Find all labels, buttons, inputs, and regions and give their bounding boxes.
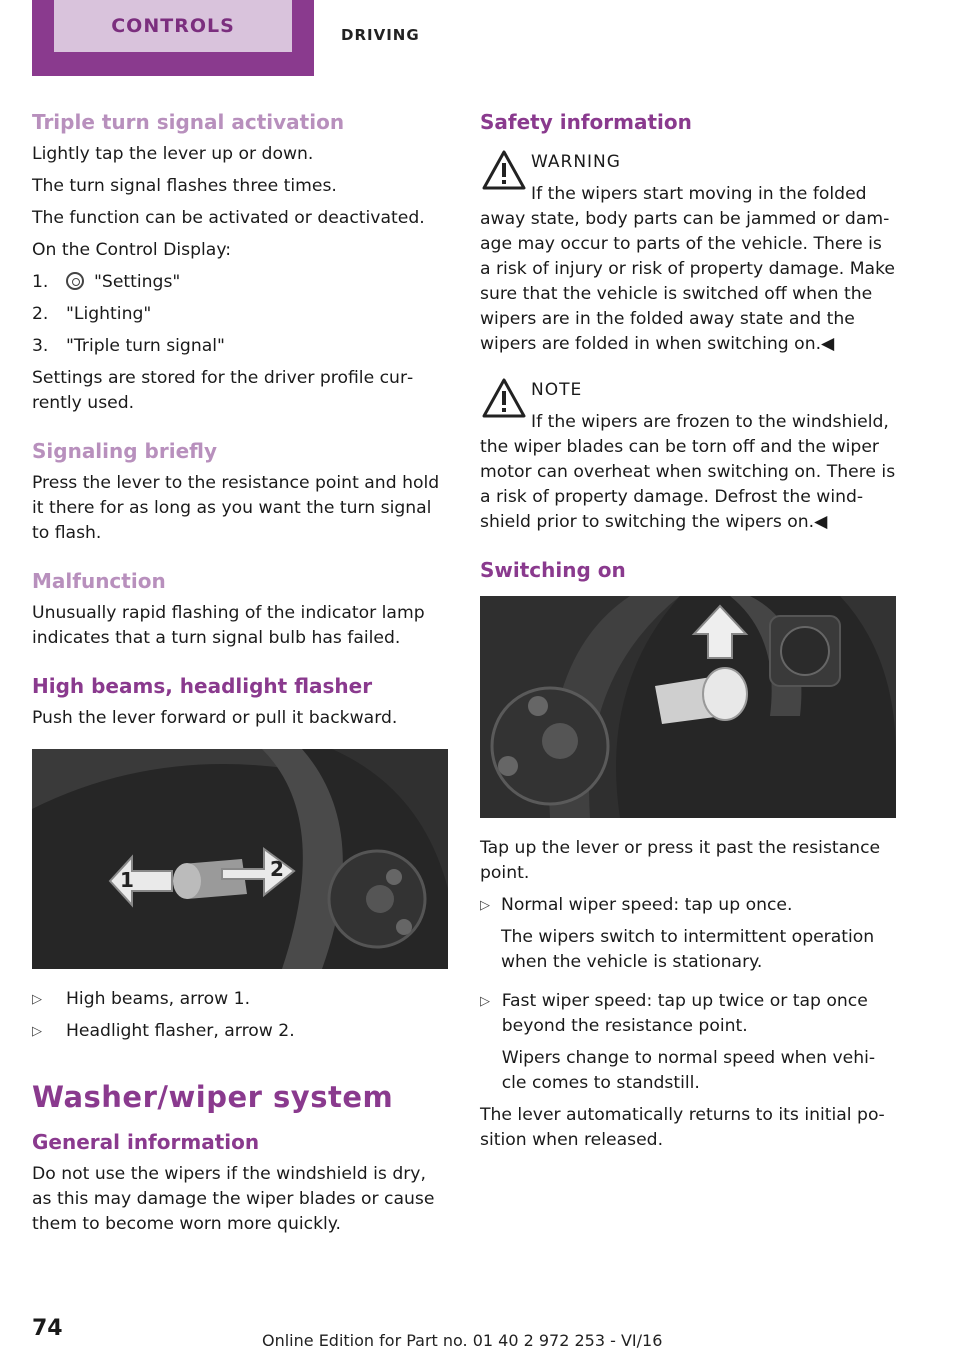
- section-tab-driving: DRIVING: [341, 26, 420, 44]
- safety-info-heading: Safety information: [480, 110, 692, 134]
- list-item-text: High beams, arrow 1.: [66, 989, 251, 1009]
- step-text: "Lighting": [66, 304, 152, 324]
- triangle-bullet-icon: ▷: [32, 1024, 42, 1039]
- step-text: "Triple turn signal": [66, 336, 225, 356]
- arrow-2-label: 2: [270, 857, 284, 881]
- chapter-tab-label: CONTROLS: [54, 0, 292, 52]
- paragraph: Press the lever to the resistance point and hold it there for as long as you want the turn signal to flash.: [32, 473, 440, 543]
- list-item: [32, 1019, 448, 1044]
- page-number: 74: [32, 1316, 63, 1341]
- general-info-heading: General information: [32, 1130, 260, 1154]
- list-item-text: Fast wiper speed: tap up twice or tap once beyond the resistance point.: [501, 991, 868, 1036]
- list-item: [480, 893, 896, 982]
- step-number: 3.: [32, 336, 49, 356]
- list-item-subtext: Wipers change to normal speed when vehi‐ cle comes to standstill.: [501, 1048, 876, 1093]
- settings-steps: [32, 270, 448, 359]
- paragraph: Settings are stored for the driver profile cur‐ rently used.: [32, 368, 414, 413]
- paragraph: The lever automatically returns to its initial po‐ sition when released.: [480, 1105, 885, 1150]
- beam-list: [32, 987, 448, 1044]
- paragraph: Push the lever forward or pull it backward.: [32, 708, 398, 728]
- warning-text: away state, body parts can be jammed or dam‐ age may occur to parts of the vehicle. There is a risk of injury or risk of property damage. Make sure that the vehicle is switched off when the wipers are in the folded away state and the wipers are folded in when switching on.◀: [480, 209, 896, 354]
- list-item: [32, 987, 448, 1012]
- note-label: NOTE: [531, 380, 583, 400]
- arrow-1-label: 1: [120, 868, 134, 892]
- list-item-text: Normal wiper speed: tap up once.: [500, 895, 793, 915]
- note-first-line: If the wipers are frozen to the windshield,: [531, 412, 889, 432]
- wiper-lever-photo: [480, 596, 896, 818]
- list-item-text: Headlight flasher, arrow 2.: [66, 1021, 295, 1041]
- paragraph: The turn signal flashes three times.: [32, 176, 337, 196]
- paragraph: On the Control Display:: [32, 240, 232, 260]
- note-block: [480, 378, 896, 442]
- washer-wiper-heading: Washer/wiper system: [32, 1080, 394, 1114]
- list-item-subtext: The wipers switch to intermittent operation when the vehicle is stationary.: [500, 927, 875, 972]
- step-number: 1.: [32, 272, 49, 292]
- paragraph: Lightly tap the lever up or down.: [32, 144, 314, 164]
- step-text: "Settings": [94, 272, 181, 292]
- paragraph: Tap up the lever or press it past the resistance point.: [480, 838, 881, 883]
- triangle-bullet-icon: ▷: [32, 992, 42, 1007]
- right-column: [480, 108, 896, 1160]
- paragraph: Unusually rapid flashing of the indicator lamp indicates that a turn signal bulb has failed.: [32, 603, 425, 648]
- wiper-speed-list: [480, 893, 896, 1096]
- malfunction-heading: Malfunction: [32, 569, 166, 593]
- step-number: 2.: [32, 304, 49, 324]
- high-beams-heading: High beams, headlight flasher: [32, 674, 373, 698]
- step-item: [32, 302, 448, 327]
- warning-first-line: If the wipers start moving in the folded: [531, 184, 867, 204]
- turn-signal-lever-photo: [32, 749, 448, 969]
- triangle-bullet-icon: ▷: [480, 898, 490, 913]
- triple-turn-heading: Triple turn signal activation: [32, 110, 345, 134]
- chapter-tab-controls: [32, 0, 314, 76]
- signaling-briefly-heading: Signaling briefly: [32, 439, 217, 463]
- warning-triangle-icon: [480, 150, 528, 190]
- step-item: [32, 270, 448, 295]
- left-column: [32, 108, 448, 1244]
- warning-triangle-icon: [480, 378, 528, 418]
- edition-line: Online Edition for Part no. 01 40 2 972 253 - VI/16: [262, 1331, 663, 1350]
- triangle-bullet-icon: ▷: [480, 994, 490, 1009]
- warning-label: WARNING: [531, 152, 621, 172]
- note-text: the wiper blades can be torn off and the wiper motor can overheat when switching on. There is a risk of property damage. Defrost the wind‐ shield prior to switching the wipers on.◀: [480, 437, 896, 532]
- warning-block: [480, 150, 896, 214]
- list-item: [480, 989, 896, 1096]
- step-item: [32, 334, 448, 359]
- switching-on-heading: Switching on: [480, 558, 626, 582]
- settings-gear-icon: [66, 272, 84, 290]
- paragraph: Do not use the wipers if the windshield is dry, as this may damage the wiper blades or cause them to become worn more quickly.: [32, 1164, 435, 1234]
- paragraph: The function can be activated or deactivated.: [32, 208, 425, 228]
